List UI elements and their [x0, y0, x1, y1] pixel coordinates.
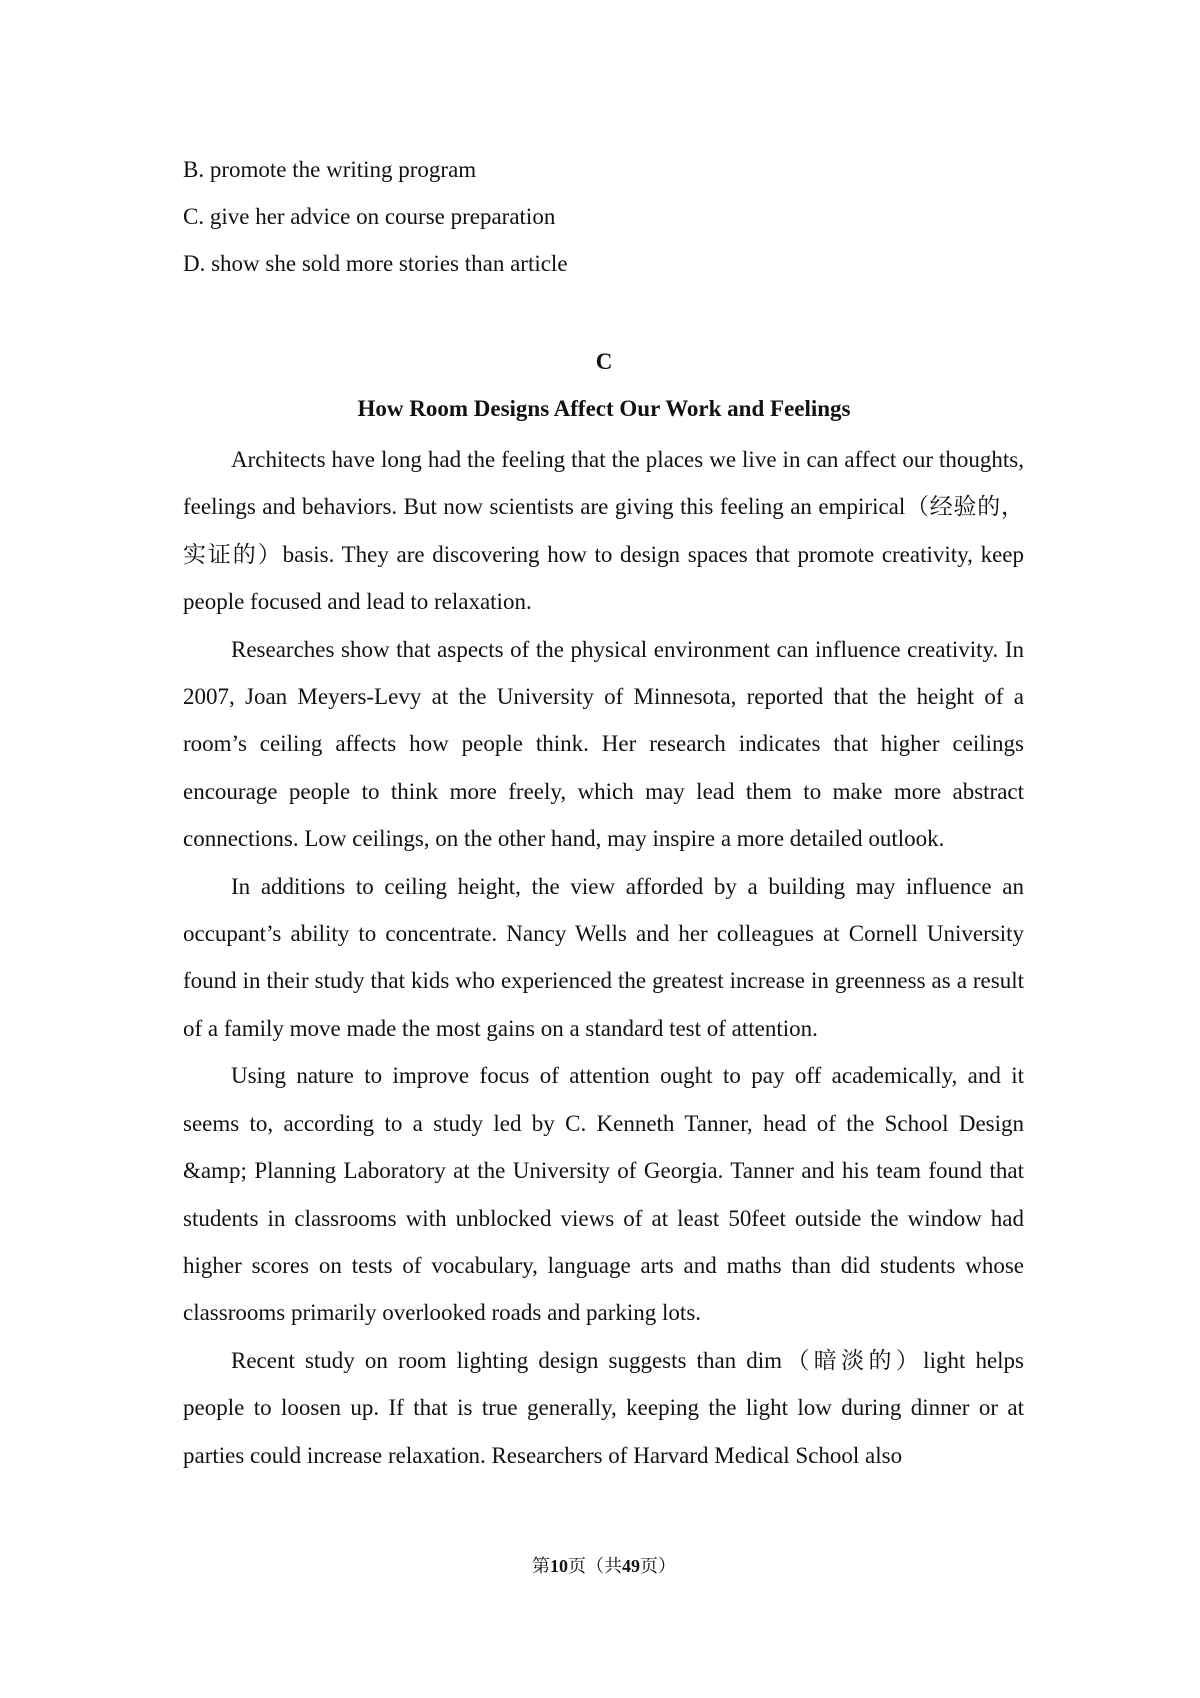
total-pages: 49	[622, 1556, 640, 1576]
paragraph: In additions to ceiling height, the view afforded by a building may influence an occupant’s ability to concentrate. Nancy Wells and her colleagues at Cornell University found in their study that kids who experienced the greatest increase in greenness as a result of a family move made the most gains on a standard test of attention.	[183, 873, 1024, 1041]
article-body	[183, 436, 1024, 1479]
footer-middle: 页（共	[568, 1556, 622, 1576]
answer-option-d: D. show she sold more stories than article	[183, 251, 568, 276]
paragraph: Architects have long had the feeling that the places we live in can affect our thoughts, feelings and behaviors. But now scientists are giving this feeling an empirical（经验的，实证的）basis. They are discovering how to design spaces that promote creativity, keep people focused and lead to relaxation.	[183, 447, 1024, 615]
page-footer	[0, 1555, 1200, 1577]
paragraph: Using nature to improve focus of attention ought to pay off academically, and it seems to, according to a study led by C. Kenneth Tanner, head of the School Design &amp; Planning Laboratory at the University of Georgia. Tanner and his team found that students in classrooms with unblocked views of at least 50feet outside the window had higher scores on tests of vocabulary, language arts and maths than did students whose classrooms primarily overlooked roads and parking lots.	[183, 1063, 1024, 1326]
footer-prefix: 第	[532, 1556, 550, 1576]
section-letter: C	[595, 349, 613, 374]
footer-suffix: 页）	[640, 1556, 676, 1576]
answer-option-b: B. promote the writing program	[183, 157, 477, 182]
answer-option-c: C. give her advice on course preparation	[183, 204, 556, 229]
article-title: How Room Designs Affect Our Work and Feelings	[357, 396, 851, 421]
page-number: 10	[550, 1556, 568, 1576]
paragraph: Recent study on room lighting design suggests than dim（暗淡的）light helps people to loosen up. If that is true generally, keeping the light low during dinner or at parties could increase relaxation. Researchers of Harvard Medical School also	[183, 1347, 1024, 1468]
paragraph: Researches show that aspects of the physical environment can influence creativity. In 2007, Joan Meyers-Levy at the University of Minnesota, reported that the height of a room’s ceiling affects how people think. Her research indicates that higher ceilings encourage people to think more freely, which may lead them to make more abstract connections. Low ceilings, on the other hand, may inspire a more detailed outlook.	[183, 636, 1024, 852]
